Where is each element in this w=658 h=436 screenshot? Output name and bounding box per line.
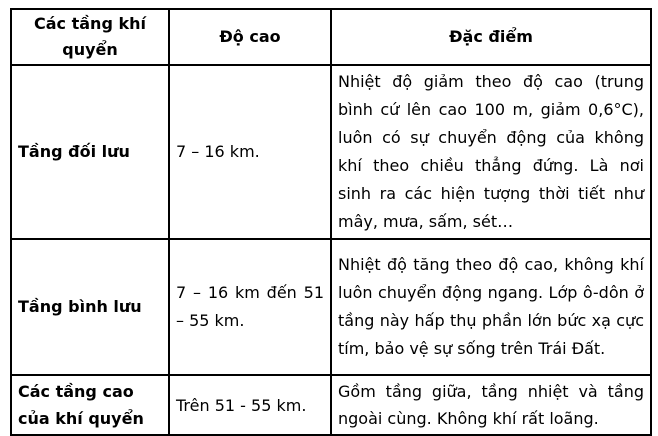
altitude-cell: 7 – 16 km đến 51 – 55 km. bbox=[169, 239, 331, 375]
header-row bbox=[11, 9, 651, 65]
altitude-cell: Trên 51 - 55 km. bbox=[169, 375, 331, 435]
layer-name-cell: Tầng đối lưu bbox=[11, 65, 169, 239]
table-row-upper-layers bbox=[11, 375, 651, 435]
altitude-cell: 7 – 16 km. bbox=[169, 65, 331, 239]
atmosphere-layers-table bbox=[10, 8, 652, 436]
features-cell: Nhiệt độ tăng theo độ cao, không khí luôn chuyển động ngang. Lớp ô-dôn ở tầng này hấp thụ phần lớn bức xạ cực tím, bảo vệ sự sống trên Trái Đất. bbox=[331, 239, 651, 375]
table-body bbox=[11, 65, 651, 435]
table-header bbox=[11, 9, 651, 65]
features-cell: Gồm tầng giữa, tầng nhiệt và tầng ngoài cùng. Không khí rất loãng. bbox=[331, 375, 651, 435]
col-header-features: Đặc điểm bbox=[331, 9, 651, 65]
layer-name-cell: Tầng bình lưu bbox=[11, 239, 169, 375]
col-header-layers: Các tầng khí quyển bbox=[11, 9, 169, 65]
table-row-stratosphere bbox=[11, 239, 651, 375]
features-cell: Nhiệt độ giảm theo độ cao (trung bình cứ lên cao 100 m, giảm 0,6°C), luôn có sự chuyển động của không khí theo chiều thẳng đứng. Là nơi sinh ra các hiện tượng thời tiết như mây, mưa, sấm, sét… bbox=[331, 65, 651, 239]
table-row-troposphere bbox=[11, 65, 651, 239]
layer-name-cell: Các tầng cao của khí quyển bbox=[11, 375, 169, 435]
col-header-altitude: Độ cao bbox=[169, 9, 331, 65]
